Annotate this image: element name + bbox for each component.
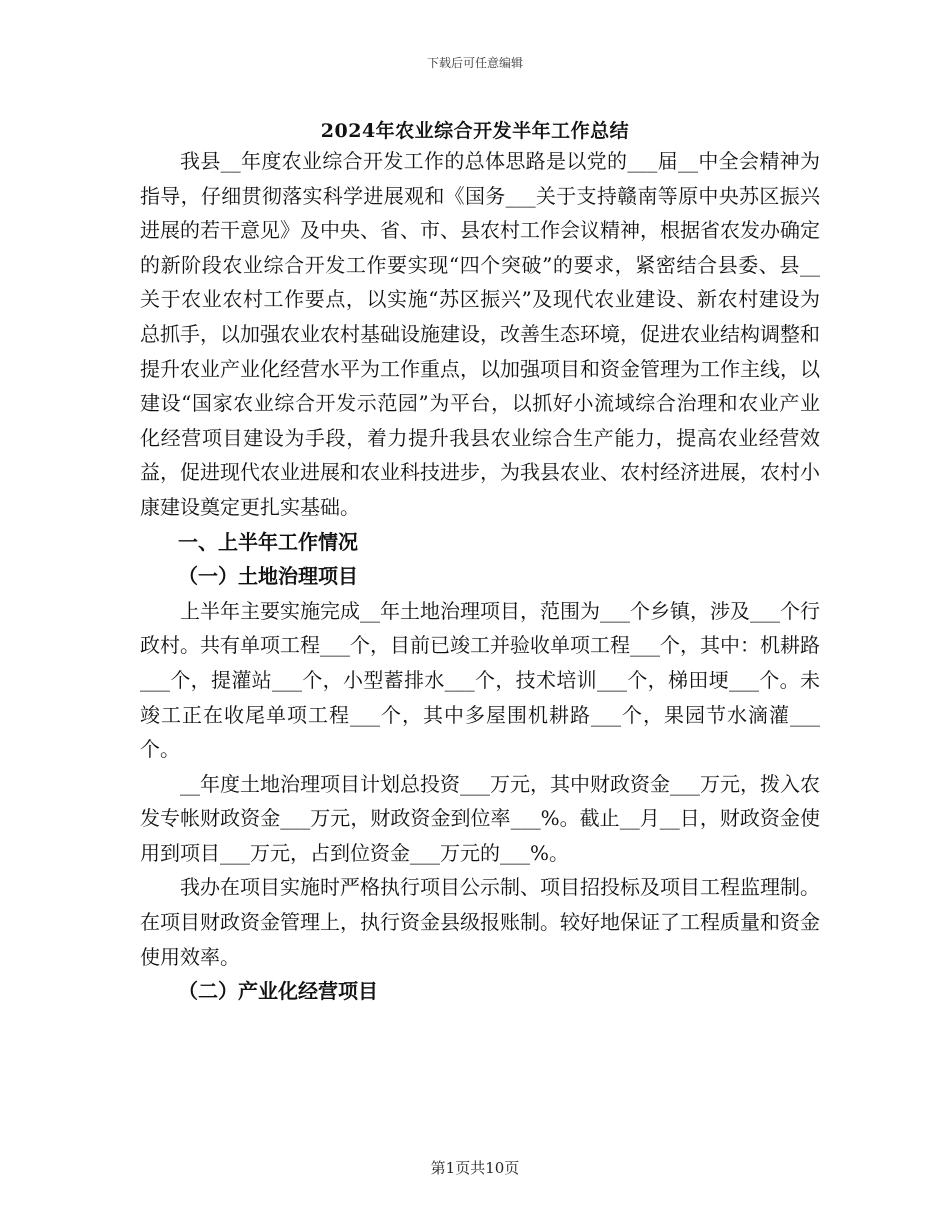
land-project-paragraph-2: __年度土地治理项目计划总投资___万元，其中财政资金___万元，拨入农发专帐财政资金___万元，财政资金到位率___%。截止__月__日，财政资金使用到项目___万元，占到位资金___万元的___%。: [140, 771, 820, 865]
subsection-heading-1: （一）土地治理项目: [178, 564, 358, 589]
document-body: [140, 144, 820, 1009]
land-project-paragraph-3: 我办在项目实施时严格执行项目公示制、项目招投标及项目工程监理制。在项目财政资金管理上，执行资金县级报账制。较好地保证了工程质量和资金使用效率。: [140, 875, 820, 969]
land-project-paragraph-1: 上半年主要实施完成__年土地治理项目，范围为___个乡镇，涉及___个行政村。共有单项工程___个，目前已竣工并验收单项工程___个，其中：机耕路___个，提灌站___个，小型蓄排水___个，技术培训___个，梯田埂___个。未竣工正在收尾单项工程___个，其中多屋围机耕路___个，果园节水滴灌___个。: [140, 598, 820, 762]
section-heading-1: 一、上半年工作情况: [178, 529, 358, 554]
page-footer: 第1页共10页: [430, 1159, 520, 1177]
intro-paragraph: 我县__年度农业综合开发工作的总体思路是以党的___届__中全会精神为指导，仔细贯彻落实科学进展观和《国务___关于支持赣南等原中央苏区振兴进展的若干意见》及中央、省、市、县农村工作会议精神，根据省农发办确定的新阶段农业综合开发工作要实现“四个突破”的要求，紧密结合县委、县__关于农业农村工作要点，以实施“苏区振兴”及现代农业建设、新农村建设为总抓手，以加强农业农村基础设施建设，改善生态环境，促进农业结构调整和提升农业产业化经营水平为工作重点，以加强项目和资金管理为工作主线，以建设“国家农业综合开发示范园”为平台，以抓好小流域综合治理和农业产业化经营项目建设为手段，着力提升我县农业综合生产能力，提高农业经营效益，促进现代农业进展和农业科技进步，为我县农业、农村经济进展，农村小康建设奠定更扎实基础。: [140, 149, 820, 519]
subsection-heading-2: （二）产业化经营项目: [178, 979, 378, 1004]
page-header: 下载后可任意编辑: [426, 56, 523, 70]
document-title: 2024年农业综合开发半年工作总结: [320, 120, 630, 142]
